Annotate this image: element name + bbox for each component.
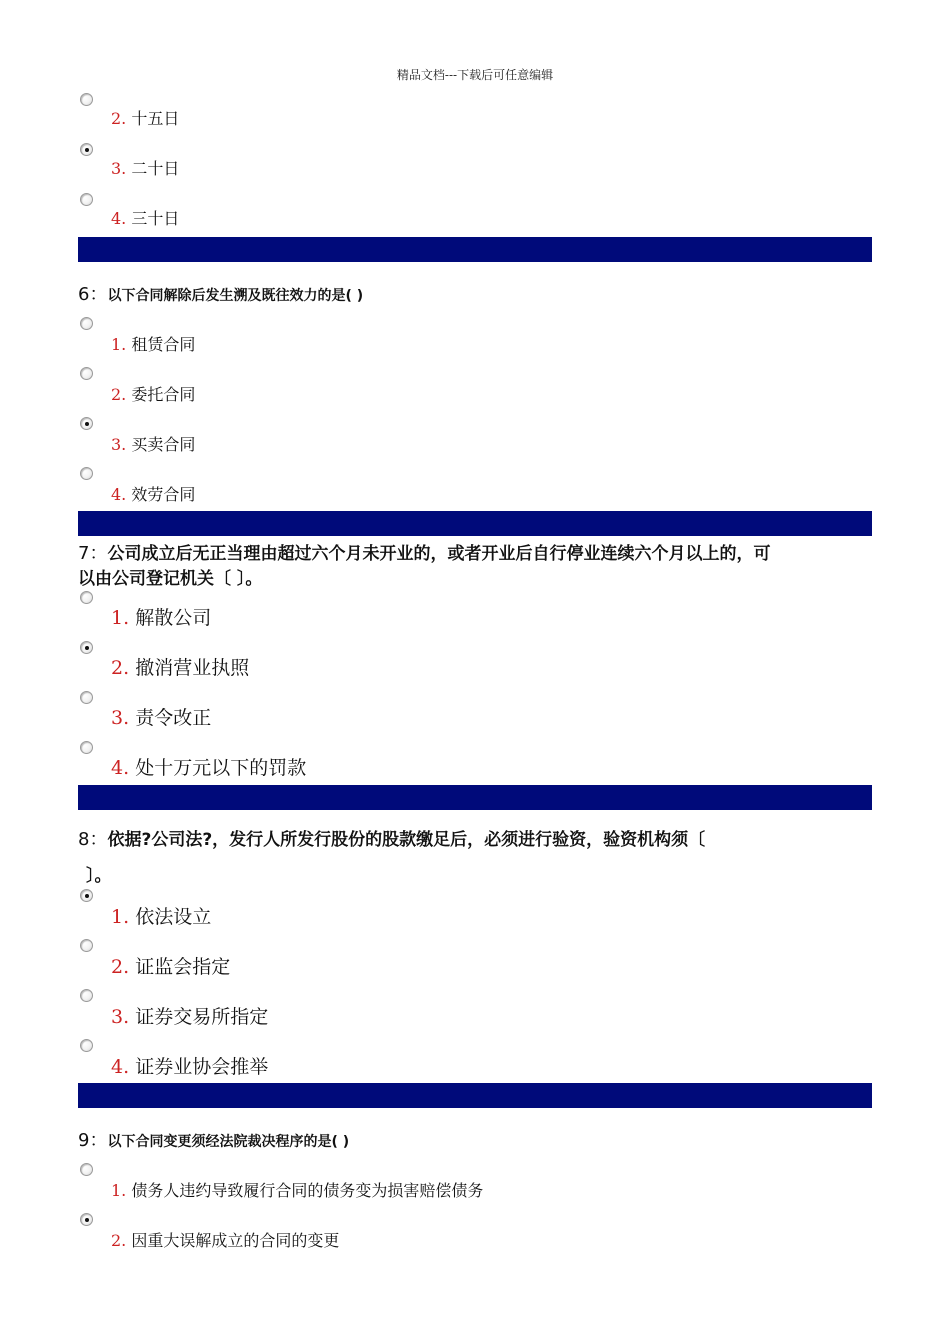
option-number: 3. [111, 159, 127, 178]
option-number: 4. [111, 485, 127, 504]
radio-q6-opt1[interactable] [80, 317, 93, 330]
option-q6-1 [111, 332, 195, 355]
radio-q5-opt2[interactable] [80, 93, 93, 106]
option-text: 效劳合同 [131, 485, 196, 504]
question-number: 9： [78, 1130, 108, 1151]
option-q9-2 [111, 1228, 339, 1251]
option-text: 责令改正 [135, 707, 212, 729]
option-q5-3 [111, 156, 179, 179]
option-text: 解散公司 [135, 607, 212, 629]
option-text: 委托合同 [131, 385, 196, 404]
option-number: 3. [111, 707, 130, 729]
option-number: 1. [111, 607, 130, 629]
option-q6-3 [111, 432, 195, 455]
option-q5-2 [111, 106, 179, 129]
option-q7-2 [111, 653, 249, 680]
question-text: 以下合同解除后发生溯及既往效力的是( ) [107, 288, 364, 304]
option-number: 3. [111, 1006, 130, 1028]
radio-q8-opt4[interactable] [80, 1039, 93, 1052]
option-number: 2. [111, 385, 127, 404]
option-text: 债务人违约导致履行合同的债务变为损害赔偿债务 [131, 1181, 484, 1200]
option-q7-4 [111, 753, 306, 780]
option-q5-4 [111, 206, 179, 229]
option-number: 2. [111, 956, 130, 978]
question-8-cont [86, 861, 112, 886]
option-q6-4 [111, 482, 195, 505]
radio-q5-opt4[interactable] [80, 193, 93, 206]
option-text: 十五日 [131, 109, 180, 128]
option-text: 三十日 [131, 209, 180, 228]
option-q8-1 [111, 902, 211, 929]
question-text-line2: 以由公司登记机关〔 〕。 [78, 569, 263, 589]
question-text-line1: 依据?公司法?，发行人所发行股份的股款缴足后，必须进行验资，验资机构须〔 [107, 830, 706, 850]
option-number: 1. [111, 1181, 127, 1200]
question-7-cont [78, 564, 262, 589]
question-text: 以下合同变更须经法院裁决程序的是( ) [107, 1134, 350, 1150]
radio-q5-opt3[interactable] [80, 143, 93, 156]
option-q7-3 [111, 703, 211, 730]
question-text-line1: 公司成立后无正当理由超过六个月未开业的，或者开业后自行停业连续六个月以上的，可 [107, 544, 771, 564]
option-text: 证监会指定 [135, 956, 231, 978]
radio-q7-opt3[interactable] [80, 691, 93, 704]
option-text: 证券业协会推举 [135, 1056, 269, 1078]
option-text: 租赁合同 [131, 335, 196, 354]
radio-q8-opt1[interactable] [80, 889, 93, 902]
option-number: 1. [111, 906, 130, 928]
option-number: 4. [111, 1056, 130, 1078]
option-text: 处十万元以下的罚款 [135, 757, 307, 779]
option-text: 买卖合同 [131, 435, 196, 454]
section-divider [78, 511, 872, 536]
option-number: 2. [111, 109, 127, 128]
radio-q6-opt4[interactable] [80, 467, 93, 480]
radio-q8-opt3[interactable] [80, 989, 93, 1002]
question-7 [78, 539, 770, 565]
question-number: 6： [78, 284, 108, 305]
option-number: 2. [111, 657, 130, 679]
option-text: 证券交易所指定 [135, 1006, 269, 1028]
option-q8-4 [111, 1052, 268, 1079]
question-number: 8： [78, 829, 108, 850]
option-number: 4. [111, 209, 127, 228]
radio-q8-opt2[interactable] [80, 939, 93, 952]
option-number: 2. [111, 1231, 127, 1250]
section-divider [78, 785, 872, 810]
option-q8-2 [111, 952, 230, 979]
question-text-line2: 〕。 [86, 866, 112, 886]
option-text: 依法设立 [135, 906, 212, 928]
page-header: 精品文档---下载后可任意编辑 [396, 68, 554, 82]
radio-q7-opt1[interactable] [80, 591, 93, 604]
radio-q6-opt2[interactable] [80, 367, 93, 380]
option-text: 二十日 [131, 159, 180, 178]
radio-q7-opt4[interactable] [80, 741, 93, 754]
option-number: 1. [111, 335, 127, 354]
option-q7-1 [111, 603, 211, 630]
radio-q9-opt1[interactable] [80, 1163, 93, 1176]
question-9 [78, 1126, 349, 1152]
option-q6-2 [111, 382, 195, 405]
option-q8-3 [111, 1002, 268, 1029]
option-q9-1 [111, 1178, 483, 1201]
radio-q6-opt3[interactable] [80, 417, 93, 430]
question-number: 7： [78, 543, 108, 564]
option-text: 因重大误解成立的合同的变更 [131, 1231, 340, 1250]
question-8 [78, 825, 705, 851]
radio-q9-opt2[interactable] [80, 1213, 93, 1226]
section-divider [78, 237, 872, 262]
radio-q7-opt2[interactable] [80, 641, 93, 654]
option-text: 撤消营业执照 [135, 657, 250, 679]
option-number: 3. [111, 435, 127, 454]
section-divider [78, 1083, 872, 1108]
option-number: 4. [111, 757, 130, 779]
question-6 [78, 280, 363, 306]
